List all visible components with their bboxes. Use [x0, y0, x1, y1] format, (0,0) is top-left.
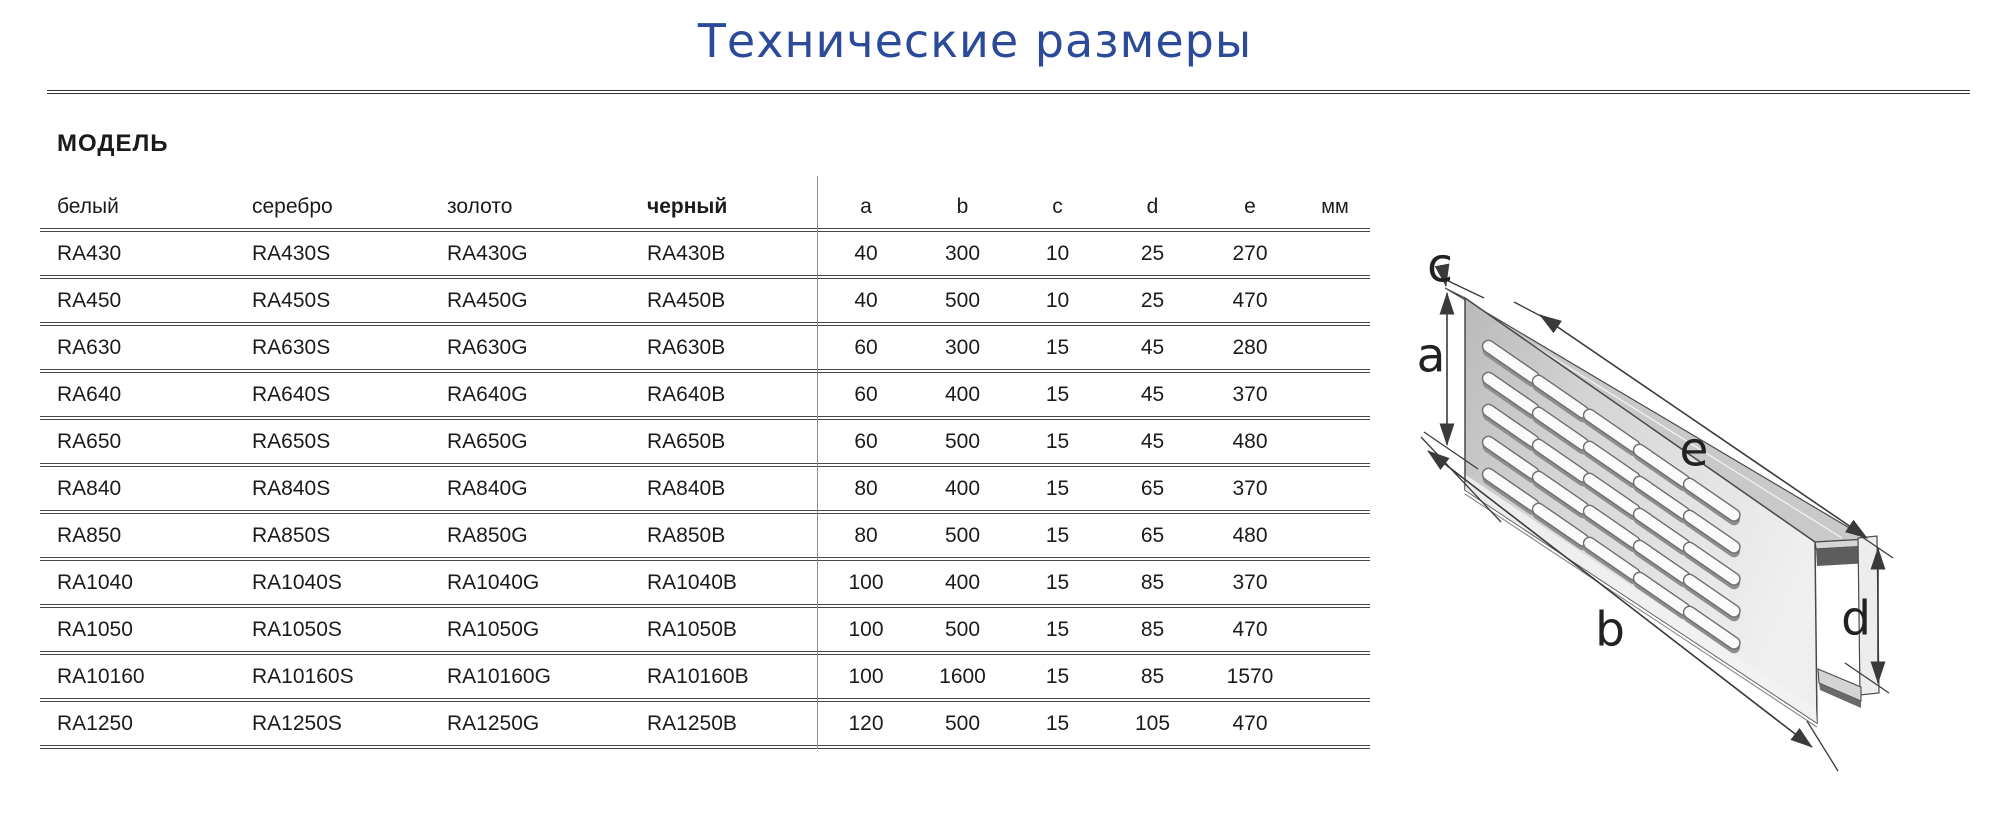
col-header-c: c — [1052, 195, 1063, 218]
cell-model-black: RA430B — [647, 241, 726, 265]
cell-model-gold: RA850G — [447, 523, 528, 547]
cell-dim-a: 40 — [854, 241, 878, 265]
cell-model-silver: RA430S — [252, 241, 331, 265]
cell-model-black: RA1040B — [647, 570, 737, 594]
cell-model-black: RA10160B — [647, 664, 749, 688]
cell-dim-b: 400 — [944, 382, 981, 406]
cell-dim-b: 500 — [944, 288, 981, 312]
table-row — [40, 655, 1370, 702]
cell-dim-d: 45 — [1140, 429, 1165, 453]
cell-dim-c: 15 — [1045, 335, 1070, 359]
col-header-black: черный — [647, 195, 728, 218]
cell-model-white: RA1250 — [57, 711, 133, 735]
cell-dim-b: 300 — [944, 241, 981, 265]
cell-model-white: RA450 — [57, 288, 122, 312]
title-divider — [47, 90, 1970, 99]
cell-model-white: RA840 — [57, 476, 122, 500]
cell-dim-a: 120 — [848, 711, 884, 735]
cell-model-silver: RA1050S — [252, 617, 342, 641]
cell-dim-e: 470 — [1232, 711, 1268, 735]
cell-dim-c: 15 — [1045, 617, 1070, 641]
cell-dim-a: 40 — [854, 288, 878, 312]
cell-model-white: RA430 — [57, 241, 122, 265]
cell-dim-c: 15 — [1045, 476, 1070, 500]
cell-dim-e: 480 — [1232, 429, 1268, 453]
cell-model-black: RA1050B — [647, 617, 737, 641]
cell-model-gold: RA1050G — [447, 617, 540, 641]
cell-model-black: RA1250B — [647, 711, 737, 735]
cell-model-silver: RA640S — [252, 382, 331, 406]
cell-dim-c: 15 — [1045, 711, 1070, 735]
cell-model-gold: RA450G — [447, 288, 528, 312]
cell-model-gold: RA640G — [447, 382, 528, 406]
cell-dim-e: 370 — [1232, 476, 1268, 500]
cell-model-white: RA640 — [57, 382, 122, 406]
table-row — [40, 420, 1370, 467]
table-row — [40, 232, 1370, 279]
dim-label-d: d — [1841, 591, 1871, 647]
cell-model-white: RA850 — [57, 523, 122, 547]
cell-dim-a: 100 — [848, 570, 884, 594]
cell-dim-b: 500 — [944, 711, 981, 735]
cell-model-black: RA640B — [647, 382, 726, 406]
cell-model-silver: RA1040S — [252, 570, 342, 594]
cell-model-black: RA850B — [647, 523, 726, 547]
cell-model-silver: RA450S — [252, 288, 331, 312]
col-header-unit: мм — [1321, 195, 1349, 218]
cell-dim-b: 500 — [944, 617, 981, 641]
model-section-label: МОДЕЛЬ — [57, 130, 169, 157]
col-header-gold: золото — [447, 195, 513, 218]
col-header-silver: серебро — [252, 195, 333, 218]
dim-label-a: a — [1416, 328, 1446, 384]
col-header-e: e — [1244, 195, 1256, 218]
cell-model-gold: RA10160G — [447, 664, 551, 688]
table-row — [40, 702, 1370, 749]
cell-model-black: RA450B — [647, 288, 726, 312]
cell-dim-b: 300 — [944, 335, 981, 359]
cell-dim-d: 25 — [1140, 241, 1165, 265]
spec-table — [40, 176, 1370, 749]
cell-dim-b: 500 — [944, 523, 981, 547]
cell-model-silver: RA630S — [252, 335, 331, 359]
cell-dim-d: 85 — [1140, 664, 1165, 688]
cell-model-gold: RA650G — [447, 429, 528, 453]
table-row — [40, 608, 1370, 655]
cell-model-gold: RA1250G — [447, 711, 540, 735]
cell-model-black: RA840B — [647, 476, 726, 500]
cell-dim-e: 370 — [1232, 382, 1268, 406]
cell-dim-d: 85 — [1140, 570, 1165, 594]
cell-dim-c: 15 — [1045, 664, 1070, 688]
cell-model-black: RA650B — [647, 429, 726, 453]
cell-dim-a: 80 — [854, 523, 878, 547]
cell-model-gold: RA1040G — [447, 570, 540, 594]
table-row — [40, 373, 1370, 420]
cell-dim-d: 25 — [1140, 288, 1165, 312]
cell-dim-c: 15 — [1045, 523, 1070, 547]
page-title: Технические размеры — [697, 14, 1253, 68]
cell-dim-c: 10 — [1045, 241, 1070, 265]
cell-dim-e: 280 — [1232, 335, 1268, 359]
cell-model-white: RA630 — [57, 335, 122, 359]
table-row — [40, 561, 1370, 608]
col-header-d: d — [1146, 195, 1159, 218]
cell-dim-c: 15 — [1045, 429, 1070, 453]
cell-dim-a: 100 — [848, 617, 884, 641]
cell-dim-e: 470 — [1232, 617, 1268, 641]
cell-dim-e: 370 — [1232, 570, 1268, 594]
cell-model-silver: RA840S — [252, 476, 331, 500]
table-row — [40, 326, 1370, 373]
cell-model-gold: RA840G — [447, 476, 528, 500]
col-header-a: a — [860, 195, 872, 218]
dim-label-e: e — [1679, 422, 1709, 478]
cell-dim-d: 65 — [1140, 476, 1165, 500]
cell-dim-d: 65 — [1140, 523, 1165, 547]
col-header-white: белый — [57, 195, 119, 218]
cell-model-white: RA1040 — [57, 570, 133, 594]
cell-model-gold: RA430G — [447, 241, 528, 265]
cell-dim-a: 60 — [854, 429, 878, 453]
page-header — [0, 14, 1950, 68]
column-divider — [817, 176, 818, 749]
cell-model-silver: RA850S — [252, 523, 331, 547]
cell-dim-b: 400 — [944, 476, 981, 500]
cell-dim-a: 100 — [848, 664, 884, 688]
cell-dim-c: 10 — [1045, 288, 1070, 312]
table-row — [40, 467, 1370, 514]
cell-model-silver: RA1250S — [252, 711, 342, 735]
cell-dim-b: 400 — [944, 570, 981, 594]
cell-model-silver: RA10160S — [252, 664, 354, 688]
cell-model-gold: RA630G — [447, 335, 528, 359]
col-header-b: b — [956, 195, 969, 218]
cell-dim-e: 270 — [1232, 241, 1268, 265]
table-row — [40, 279, 1370, 326]
cell-model-black: RA630B — [647, 335, 726, 359]
cell-dim-b: 500 — [944, 429, 981, 453]
cell-dim-c: 15 — [1045, 382, 1070, 406]
cell-dim-c: 15 — [1045, 570, 1070, 594]
cell-dim-d: 45 — [1140, 382, 1165, 406]
table-header-row — [40, 176, 1370, 232]
cell-dim-e: 1570 — [1226, 664, 1274, 688]
grille-technical-drawing — [1380, 150, 2016, 837]
cell-dim-b: 1600 — [939, 664, 986, 688]
cell-dim-a: 80 — [854, 476, 878, 500]
cell-dim-a: 60 — [854, 335, 878, 359]
cell-dim-d: 105 — [1134, 711, 1171, 735]
cell-model-white: RA10160 — [57, 664, 145, 688]
table-row — [40, 514, 1370, 561]
cell-model-white: RA650 — [57, 429, 122, 453]
cell-dim-e: 480 — [1232, 523, 1268, 547]
cell-dim-a: 60 — [854, 382, 878, 406]
table-body — [40, 232, 1370, 749]
cell-dim-e: 470 — [1232, 288, 1268, 312]
cell-model-silver: RA650S — [252, 429, 331, 453]
dim-label-b: b — [1595, 602, 1625, 658]
cell-model-white: RA1050 — [57, 617, 133, 641]
cell-dim-d: 85 — [1140, 617, 1165, 641]
cell-dim-d: 45 — [1140, 335, 1165, 359]
dim-label-c: c — [1427, 238, 1453, 294]
